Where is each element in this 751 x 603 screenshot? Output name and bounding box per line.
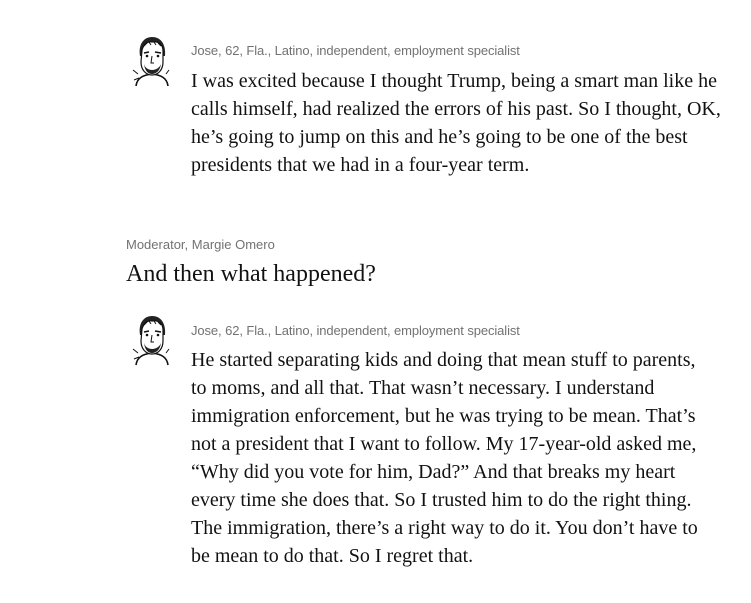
moderator-label: Moderator, Margie Omero bbox=[126, 237, 275, 252]
speaker-label: Jose, 62, Fla., Latino, independent, employment specialist bbox=[191, 323, 520, 338]
quote-text: I was excited because I thought Trump, being a smart man like he calls himself, had realized the errors of his past. So I thought, OK, he’s going to jump on this and he’s going to be one of the best presidents that we had in a four-year term. bbox=[191, 70, 721, 176]
moderator-question: And then what happened? bbox=[126, 261, 376, 287]
man-portrait-sketch-icon bbox=[130, 34, 174, 88]
man-portrait-sketch-icon bbox=[130, 313, 174, 367]
speaker-label: Jose, 62, Fla., Latino, independent, employment specialist bbox=[191, 43, 520, 58]
participant-avatar bbox=[130, 34, 174, 88]
quote-text: He started separating kids and doing that mean stuff to parents, to moms, and all that. That wasn’t necessary. I understand immigration enforcement, but he was trying to be mean. That’s not a president that I want to follow. My 17-year-old asked me, “Why did you vote for him, Dad?” And that breaks my heart every time she does that. So I trusted him to do the right thing. The immigration, there’s a right way to do it. You don’t have to be mean to do that. So I regret that. bbox=[191, 349, 698, 567]
participant-avatar bbox=[130, 313, 174, 367]
